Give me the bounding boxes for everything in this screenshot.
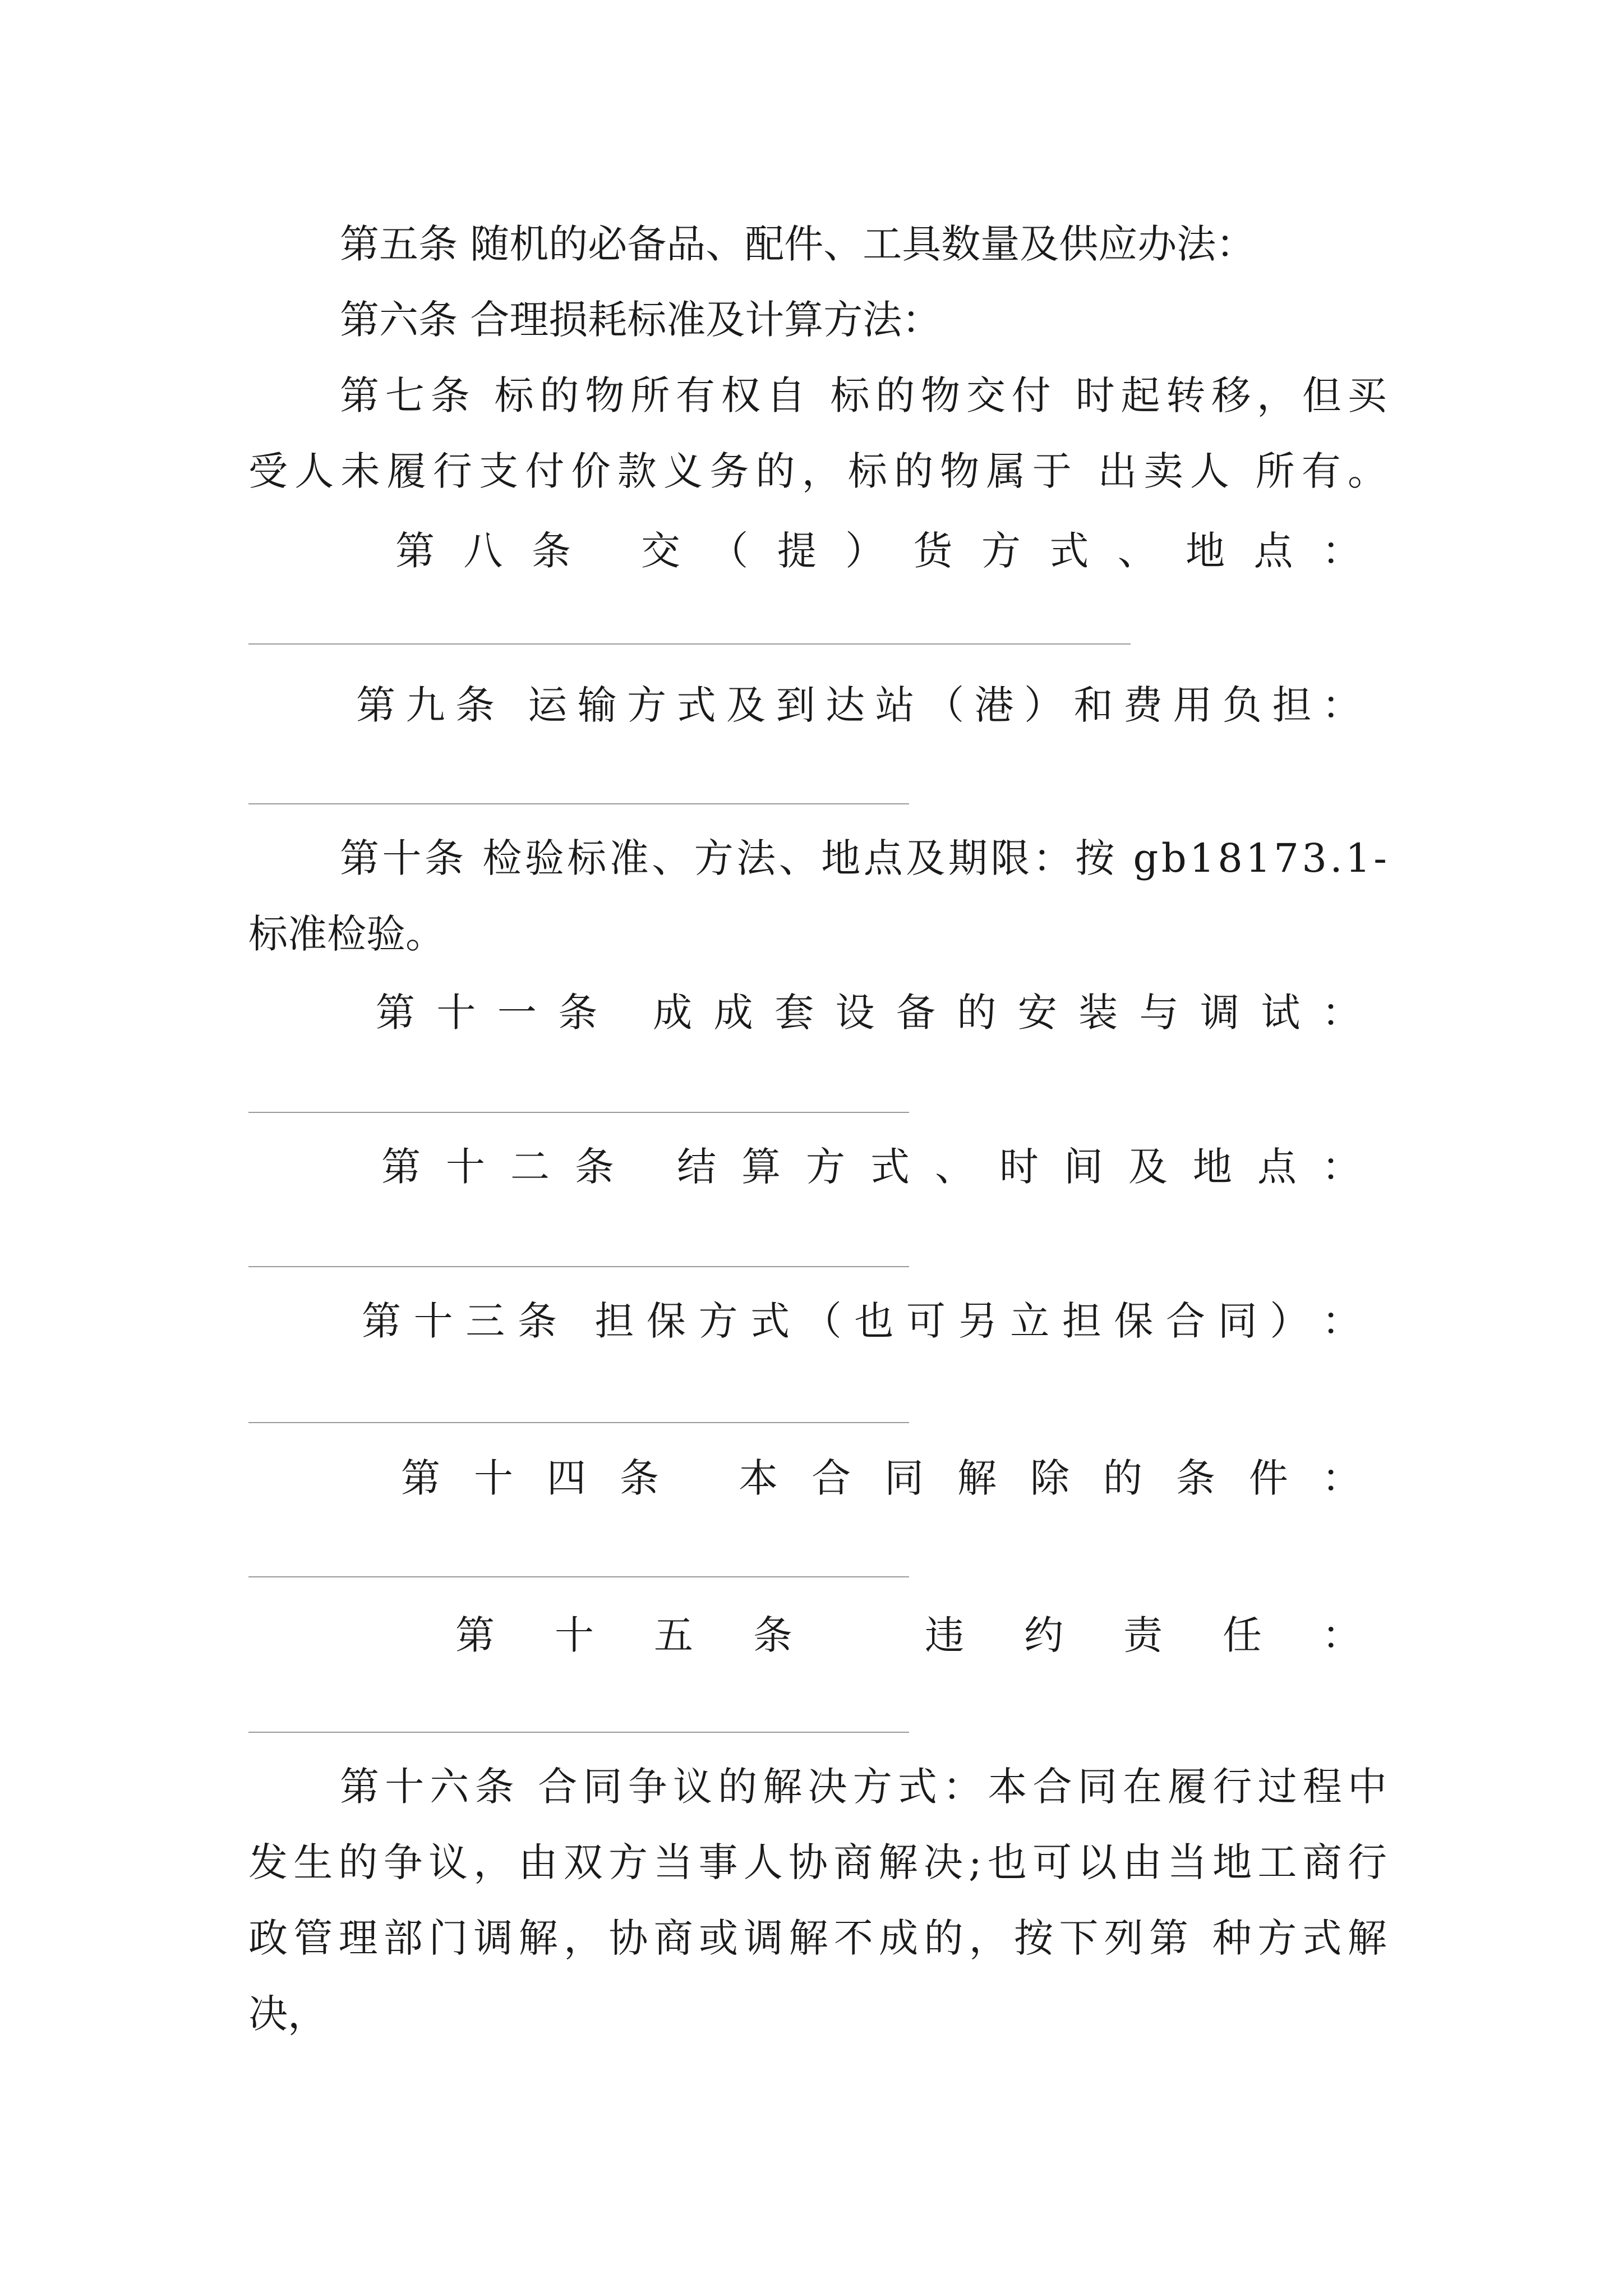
char: 二	[510, 1144, 550, 1190]
char: 义	[663, 448, 703, 494]
char: 的	[718, 1764, 758, 1810]
char: 的	[540, 372, 579, 418]
char: 运	[528, 682, 568, 728]
article-8	[395, 523, 1361, 579]
char: ：	[943, 1764, 983, 1810]
char: 当	[653, 1839, 693, 1885]
char: 及	[726, 682, 766, 728]
char: 解	[518, 1915, 558, 1961]
char	[639, 1139, 652, 1195]
char: 受	[248, 448, 288, 494]
char: 物	[940, 448, 980, 494]
blank-line-article-15	[248, 1732, 909, 1733]
char: 点	[1253, 528, 1293, 574]
char: 法	[736, 835, 776, 881]
char: 人	[294, 448, 334, 494]
char: 支	[479, 448, 519, 494]
char: 条	[474, 1764, 514, 1810]
char: 门	[428, 1915, 468, 1961]
char: 交	[966, 372, 1006, 418]
char: 行	[432, 448, 472, 494]
char: 约	[1024, 1612, 1064, 1658]
char: 双	[563, 1839, 603, 1885]
char: 十	[413, 1298, 453, 1344]
char: 本	[739, 1455, 778, 1501]
char: 下	[1059, 1915, 1099, 1961]
char: 事	[698, 1839, 738, 1885]
char: 第	[455, 1612, 495, 1658]
char: 物	[585, 372, 625, 418]
char: 物	[921, 372, 961, 418]
char: 保	[646, 1298, 686, 1344]
char: 验	[524, 835, 564, 881]
char: ）	[1024, 682, 1064, 728]
article-9	[356, 677, 1361, 733]
char: 期	[948, 835, 988, 881]
char: 四	[546, 1455, 586, 1501]
char: 七	[385, 372, 425, 418]
char: 第	[340, 835, 379, 881]
char: -	[1373, 835, 1387, 881]
char: 成	[713, 990, 753, 1036]
article-11	[376, 984, 1361, 1041]
char: 一	[497, 990, 537, 1036]
char: 议	[428, 1839, 468, 1885]
char: 提	[777, 528, 817, 574]
char: （	[802, 1298, 842, 1344]
char: 不	[833, 1915, 873, 1961]
char: 按	[1075, 835, 1115, 881]
char: 式	[897, 1764, 937, 1810]
char: 同	[884, 1455, 924, 1501]
char: 卖	[1144, 448, 1183, 494]
char: 过	[1257, 1764, 1297, 1810]
article-7-line-1	[340, 367, 1387, 424]
char: 方	[806, 1144, 846, 1190]
char: g	[1133, 835, 1159, 881]
char: 自	[766, 372, 806, 418]
blank-line-article-12	[248, 1266, 909, 1267]
char: 标	[847, 448, 887, 494]
char: 十	[473, 1455, 513, 1501]
char: 限	[990, 835, 1030, 881]
char: 但	[1302, 372, 1341, 418]
char: 方	[694, 835, 734, 881]
char	[1236, 443, 1248, 499]
char: ，	[564, 1915, 603, 1961]
char: 条	[425, 835, 464, 881]
char: 担	[1272, 682, 1312, 728]
char: 担	[1062, 1298, 1101, 1344]
char: 式	[750, 1298, 790, 1344]
char: 条	[517, 1298, 557, 1344]
char: 九	[405, 682, 445, 728]
char: 条	[430, 372, 470, 418]
char: 工	[1257, 1839, 1297, 1885]
char: 调	[1200, 990, 1239, 1036]
char: 同	[1077, 1764, 1117, 1810]
char: 方	[981, 528, 1021, 574]
char: 同	[1218, 1298, 1257, 1344]
article-16-line-4: 决，	[248, 1991, 327, 2037]
char: 方	[698, 1298, 738, 1344]
char: 标	[830, 372, 870, 418]
char	[569, 1293, 582, 1349]
char: .	[1330, 835, 1343, 881]
char: 成	[653, 990, 693, 1036]
char: 的	[1103, 1455, 1142, 1501]
char: 方	[852, 1764, 892, 1810]
char: 担	[594, 1298, 634, 1344]
char: 设	[835, 990, 875, 1036]
char: 十	[385, 1764, 425, 1810]
char: 权	[721, 372, 760, 418]
char: 负	[1222, 682, 1262, 728]
char: 另	[958, 1298, 998, 1344]
char: 六	[430, 1764, 469, 1810]
char: 条	[574, 1144, 614, 1190]
char: 第	[340, 372, 379, 418]
char: 1	[1345, 835, 1371, 881]
char: 套	[774, 990, 814, 1036]
char: 所	[1255, 448, 1295, 494]
char: 也	[987, 1839, 1027, 1885]
char: 式	[1049, 528, 1089, 574]
char: 1	[1246, 835, 1271, 881]
char: 及	[1128, 1144, 1168, 1190]
char: 五	[653, 1612, 693, 1658]
char: 以	[1077, 1839, 1117, 1885]
char: 有	[1301, 448, 1341, 494]
char	[811, 367, 824, 424]
char: 付	[525, 448, 565, 494]
char	[619, 984, 631, 1041]
char: 成	[879, 1915, 919, 1961]
char: 属	[986, 448, 1026, 494]
char: 准	[609, 835, 649, 881]
char: （	[925, 682, 965, 728]
char: 行	[1212, 1764, 1252, 1810]
char: 时	[1075, 372, 1115, 418]
char: ，	[1257, 372, 1297, 418]
char: 合	[811, 1455, 851, 1501]
char: 十	[445, 1144, 485, 1190]
char: 保	[1114, 1298, 1154, 1344]
char: 责	[1123, 1612, 1163, 1658]
char: 付	[1011, 372, 1051, 418]
char: 起	[1121, 372, 1160, 418]
char: 、	[778, 835, 818, 881]
char: 违	[925, 1612, 965, 1658]
char: ：	[1321, 1612, 1361, 1658]
char: 点	[1257, 1144, 1297, 1190]
char: 3	[1302, 835, 1327, 881]
article-10-line-1	[340, 830, 1387, 886]
char: 与	[1139, 990, 1179, 1036]
char: 到	[776, 682, 815, 728]
char: 解	[789, 1915, 828, 1961]
char: 地	[1212, 1839, 1252, 1885]
char: ：	[1321, 528, 1361, 574]
char: 未	[340, 448, 380, 494]
char: 十	[382, 835, 422, 881]
char: 发	[248, 1839, 288, 1885]
char: 部	[383, 1915, 423, 1961]
char: 。	[1348, 448, 1387, 494]
char: 同	[583, 1764, 623, 1810]
char: 政	[248, 1915, 288, 1961]
char: 商	[1302, 1839, 1342, 1885]
char: 转	[1166, 372, 1206, 418]
blank-line-article-13	[248, 1422, 909, 1423]
char: 1	[1189, 835, 1215, 881]
char: ：	[1032, 835, 1072, 881]
char: 、	[1117, 528, 1157, 574]
char: 方	[608, 1839, 648, 1885]
char: 第	[340, 1764, 379, 1810]
char: 于	[1032, 448, 1072, 494]
char	[693, 1450, 705, 1506]
char: （	[709, 528, 749, 574]
char: 装	[1078, 990, 1118, 1036]
article-6: 第六条 合理损耗标准及计算方法：	[340, 297, 942, 343]
char: 7	[1274, 835, 1299, 881]
char: 移	[1211, 372, 1251, 418]
char: ，	[801, 448, 841, 494]
char: 条	[455, 682, 495, 728]
char: 第	[1149, 1915, 1188, 1961]
article-13	[362, 1293, 1361, 1349]
char: 货	[913, 528, 953, 574]
char: 种	[1212, 1915, 1252, 1961]
char	[1194, 1910, 1206, 1966]
char: ：	[1321, 1144, 1361, 1190]
char: 的	[957, 990, 997, 1036]
char: 8	[1218, 835, 1243, 881]
char	[476, 367, 488, 424]
char: 合	[1166, 1298, 1206, 1344]
char: 由	[1122, 1839, 1162, 1885]
char: 第	[356, 682, 395, 728]
char: 调	[473, 1915, 513, 1961]
char: 的	[338, 1839, 378, 1885]
char: 方	[627, 682, 667, 728]
char: b	[1161, 835, 1187, 881]
article-16-line-3	[248, 1910, 1387, 1966]
char: 程	[1302, 1764, 1342, 1810]
char: 人	[1189, 448, 1229, 494]
char: 第	[401, 1455, 440, 1501]
char: 争	[628, 1764, 667, 1810]
char: ）	[845, 528, 885, 574]
char: 、	[652, 835, 691, 881]
char: 履	[1168, 1764, 1207, 1810]
char: 、	[934, 1144, 974, 1190]
char: 安	[1017, 990, 1057, 1036]
char: ，	[473, 1839, 513, 1885]
char: 务	[709, 448, 749, 494]
article-5: 第五条 随机的必备品、配件、工具数量及供应办法：	[340, 221, 1256, 267]
char: 款	[617, 448, 657, 494]
char: ：	[1321, 682, 1361, 728]
char: 和	[1073, 682, 1113, 728]
char: 行	[1347, 1839, 1387, 1885]
char: 解	[957, 1455, 997, 1501]
char: 达	[826, 682, 865, 728]
char: 条	[619, 1455, 659, 1501]
char: 条	[1175, 1455, 1215, 1501]
article-10-line-2: 标准检验。	[248, 911, 445, 957]
article-12	[381, 1139, 1361, 1195]
article-14	[401, 1450, 1361, 1506]
char: 第	[376, 990, 415, 1036]
char: 检	[482, 835, 522, 881]
char: ：	[1321, 1298, 1361, 1344]
char: 八	[463, 528, 503, 574]
char: 输	[577, 682, 617, 728]
char: 式	[676, 682, 716, 728]
char	[505, 677, 517, 733]
char: 本	[988, 1764, 1027, 1810]
char: 标	[567, 835, 607, 881]
char: ：	[1321, 990, 1361, 1036]
char	[1118, 830, 1130, 886]
char: 除	[1030, 1455, 1069, 1501]
char: 交	[640, 528, 680, 574]
blank-line-article-9	[248, 803, 909, 804]
char: 议	[672, 1764, 712, 1810]
char: 地	[1192, 1144, 1232, 1190]
char	[852, 1607, 865, 1663]
char: 港	[974, 682, 1014, 728]
article-7-line-2	[248, 443, 1387, 499]
char: 调	[744, 1915, 783, 1961]
char: 方	[1257, 1915, 1297, 1961]
char: 条	[753, 1612, 792, 1658]
char: 决	[923, 1839, 963, 1885]
char: 解	[878, 1839, 918, 1885]
char: 三	[465, 1298, 505, 1344]
char	[467, 830, 479, 886]
char	[1078, 443, 1091, 499]
char: 商	[653, 1915, 693, 1961]
char: ，	[969, 1915, 1008, 1961]
char: 件	[1248, 1455, 1288, 1501]
char: 可	[906, 1298, 946, 1344]
char: 的	[875, 372, 915, 418]
char: 试	[1261, 990, 1301, 1036]
char: 算	[741, 1144, 781, 1190]
char: 由	[518, 1839, 558, 1885]
char: 十	[436, 990, 476, 1036]
char: 争	[383, 1839, 423, 1885]
char: 用	[1173, 682, 1212, 728]
char: 解	[763, 1764, 803, 1810]
char: 按	[1014, 1915, 1054, 1961]
char: ：	[1321, 1455, 1361, 1501]
char: 的	[894, 448, 934, 494]
char: 解	[1347, 1915, 1387, 1961]
char: 协	[608, 1915, 648, 1961]
char: 的	[755, 448, 795, 494]
char	[600, 523, 612, 579]
blank-line-article-14	[248, 1576, 909, 1577]
char: ）	[1270, 1298, 1310, 1344]
char	[1057, 367, 1069, 424]
char: 管	[293, 1915, 333, 1961]
char: ;	[969, 1839, 982, 1885]
article-16-line-1	[340, 1759, 1387, 1815]
char: 第	[381, 1144, 421, 1190]
char: 及	[906, 835, 946, 881]
char: 生	[293, 1839, 333, 1885]
char: 的	[924, 1915, 963, 1961]
char: 费	[1123, 682, 1163, 728]
char: 协	[789, 1839, 828, 1885]
char: 时	[999, 1144, 1039, 1190]
char: 商	[833, 1839, 873, 1885]
char: 中	[1347, 1764, 1387, 1810]
char: 站	[875, 682, 915, 728]
char: 条	[531, 528, 571, 574]
char: 或	[698, 1915, 738, 1961]
char: 标	[494, 372, 534, 418]
char: 理	[338, 1915, 378, 1961]
article-16-line-2	[248, 1834, 1387, 1890]
char: 点	[863, 835, 903, 881]
char: 间	[1063, 1144, 1103, 1190]
char: 出	[1098, 448, 1137, 494]
char: 也	[854, 1298, 894, 1344]
char: 备	[896, 990, 935, 1036]
char: 地	[1186, 528, 1225, 574]
blank-line-article-11	[248, 1112, 909, 1113]
char: 立	[1010, 1298, 1050, 1344]
char: 有	[675, 372, 715, 418]
char: 在	[1122, 1764, 1162, 1810]
char: 决	[808, 1764, 847, 1810]
char: 合	[538, 1764, 578, 1810]
char: 式	[1302, 1915, 1342, 1961]
article-15	[455, 1607, 1361, 1663]
char: 当	[1167, 1839, 1207, 1885]
char: 条	[558, 990, 598, 1036]
char: 地	[821, 835, 861, 881]
char: 第	[395, 528, 435, 574]
char: 所	[630, 372, 670, 418]
char	[520, 1759, 532, 1815]
char: 人	[743, 1839, 783, 1885]
char: 可	[1032, 1839, 1072, 1885]
char: 第	[362, 1298, 401, 1344]
char: 履	[386, 448, 426, 494]
char: 式	[870, 1144, 910, 1190]
blank-line-article-8	[248, 643, 1131, 645]
char: 结	[677, 1144, 717, 1190]
char: 合	[1032, 1764, 1072, 1810]
char: 价	[571, 448, 611, 494]
char: 买	[1347, 372, 1387, 418]
char: 十	[554, 1612, 594, 1658]
char: 列	[1104, 1915, 1144, 1961]
char: 任	[1223, 1612, 1262, 1658]
